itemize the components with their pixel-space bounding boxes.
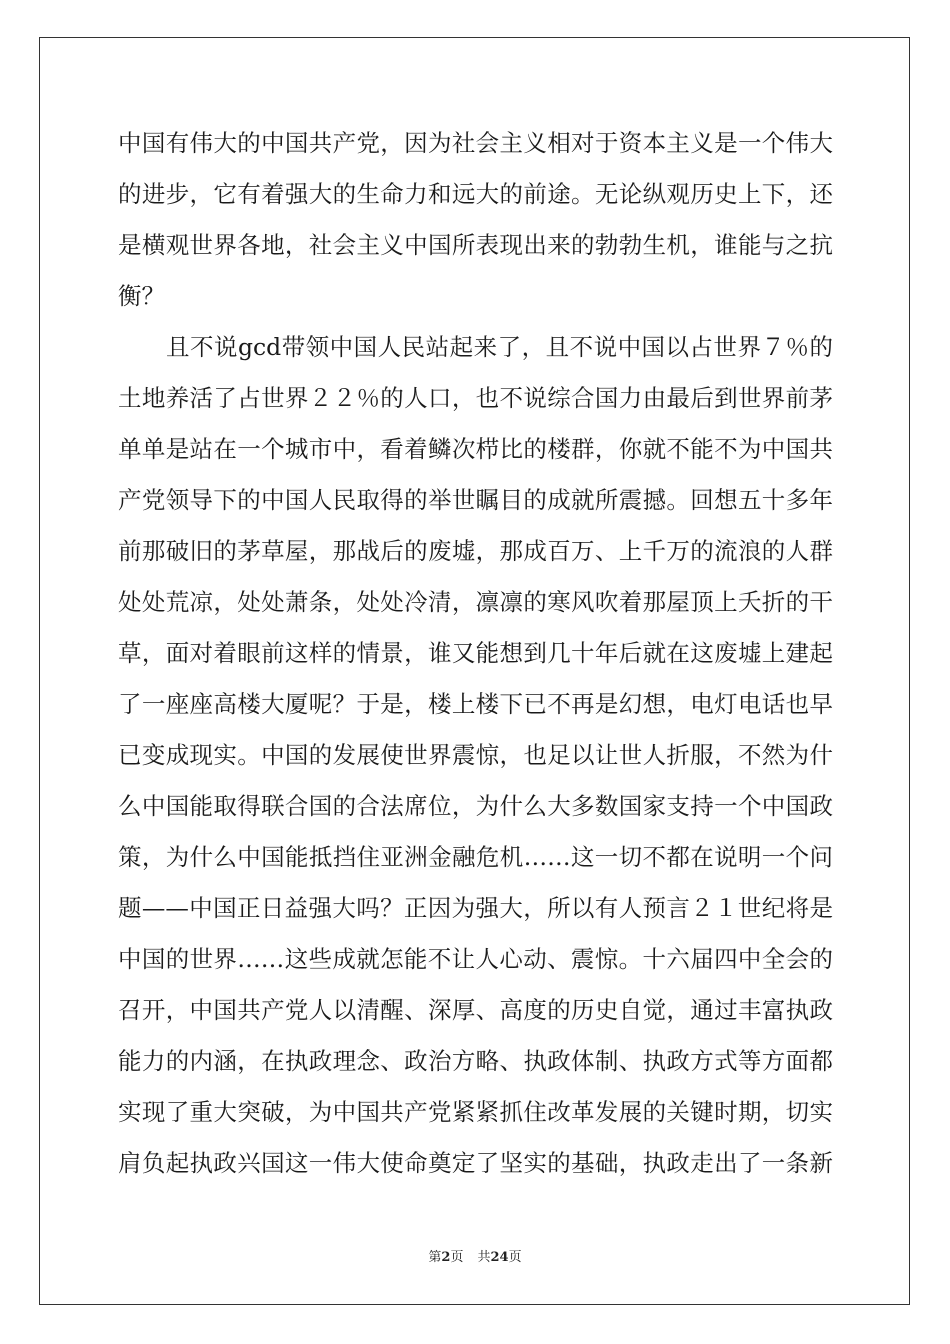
page-current: 2 bbox=[441, 1250, 451, 1265]
text-line: 单单是站在一个城市中，看着鳞次栉比的楼群，你就不能不为中国共 bbox=[118, 435, 833, 463]
page-total: 24 bbox=[490, 1250, 509, 1265]
page-footer bbox=[0, 1246, 950, 1265]
text-line: 肩负起执政兴国这一伟大使命奠定了坚实的基础，执政走出了一条新 bbox=[118, 1149, 833, 1177]
text-line: 了一座座高楼大厦呢？于是，楼上楼下已不再是幻想，电灯电话也早 bbox=[118, 690, 833, 718]
text-line: 么中国能取得联合国的合法席位，为什么大多数国家支持一个中国政 bbox=[118, 792, 833, 820]
paragraph-2 bbox=[118, 322, 833, 1189]
text-line: 能力的内涵，在执政理念、政治方略、执政体制、执政方式等方面都 bbox=[118, 1047, 833, 1075]
text-line: 衡？ bbox=[118, 282, 165, 310]
text-line: 的进步，它有着强大的生命力和远大的前途。无论纵观历史上下，还 bbox=[118, 180, 833, 208]
total-suffix: 页 bbox=[508, 1250, 522, 1265]
text-line: 处处荒凉，处处萧条，处处冷清，凛凛的寒风吹着那屋顶上夭折的干 bbox=[118, 588, 833, 616]
text-line: 产党领导下的中国人民取得的举世瞩目的成就所震撼。回想五十多年 bbox=[118, 486, 833, 514]
text-line: 土地养活了占世界２２％的人口，也不说综合国力由最后到世界前茅 bbox=[118, 384, 833, 412]
text-line: 已变成现实。中国的发展使世界震惊，也足以让世人折服，不然为什 bbox=[118, 741, 833, 769]
page-prefix: 第 bbox=[428, 1250, 442, 1265]
text-line: 是横观世界各地，社会主义中国所表现出来的勃勃生机，谁能与之抗 bbox=[118, 231, 833, 259]
total-prefix: 共 bbox=[477, 1250, 491, 1265]
text-line: 中国的世界……这些成就怎能不让人心动、震惊。十六届四中全会的 bbox=[118, 945, 833, 973]
text-line: 召开，中国共产党人以清醒、深厚、高度的历史自觉，通过丰富执政 bbox=[118, 996, 833, 1024]
text-line: 题——中国正日益强大吗？正因为强大，所以有人预言２１世纪将是 bbox=[118, 894, 833, 922]
text-line: 草，面对着眼前这样的情景，谁又能想到几十年后就在这废墟上建起 bbox=[118, 639, 833, 667]
page-suffix: 页 bbox=[450, 1250, 464, 1265]
text-line: 且不说gcd带领中国人民站起来了，且不说中国以占世界７％的 bbox=[118, 333, 833, 361]
text-line: 实现了重大突破，为中国共产党紧紧抓住改革发展的关键时期，切实 bbox=[118, 1098, 833, 1126]
text-line: 策，为什么中国能抵挡住亚洲金融危机……这一切不都在说明一个问 bbox=[118, 843, 833, 871]
text-line: 前那破旧的茅草屋，那战后的废墟，那成百万、上千万的流浪的人群 bbox=[118, 537, 833, 565]
document-body bbox=[118, 118, 833, 1189]
paragraph-1 bbox=[118, 118, 833, 322]
text-line: 中国有伟大的中国共产党，因为社会主义相对于资本主义是一个伟大 bbox=[118, 129, 833, 157]
